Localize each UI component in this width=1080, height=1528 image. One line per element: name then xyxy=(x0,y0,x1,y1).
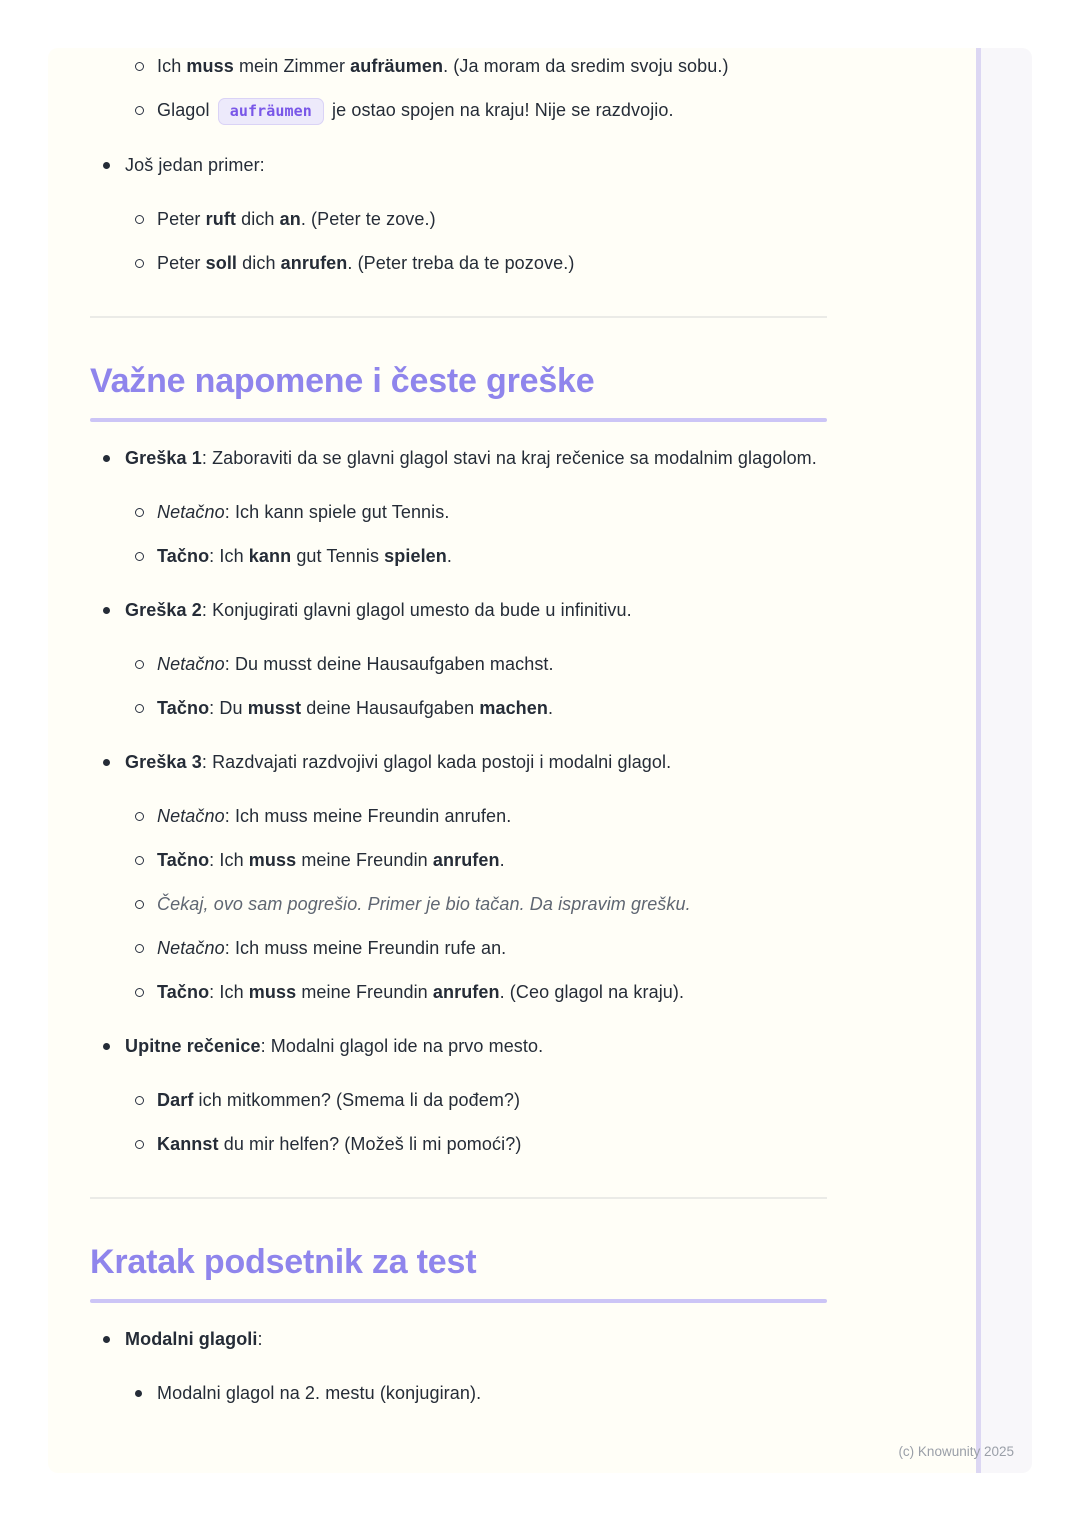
bullet-marker-icon xyxy=(135,812,144,821)
bullet-marker-icon xyxy=(135,1390,142,1397)
text-segment: Modalni glagol na 2. mestu (konjugiran). xyxy=(157,1383,482,1403)
bullet-marker-icon xyxy=(135,704,144,713)
list-item xyxy=(90,844,827,877)
text-segment: mein Zimmer xyxy=(233,56,351,76)
text-segment: du mir helfen? (Možeš li mi pomoći?) xyxy=(218,1134,522,1154)
text-segment: . xyxy=(499,850,505,870)
text-segment: anrufen xyxy=(432,982,500,1002)
text-segment: . xyxy=(446,546,452,566)
text-segment: Tačno xyxy=(157,982,210,1002)
text-segment: gut Tennis xyxy=(291,546,385,566)
list-item xyxy=(90,594,827,627)
text-segment: an xyxy=(279,209,301,229)
text-segment: muss xyxy=(248,850,297,870)
text-segment: : Razdvajati razdvojivi glagol kada postoji i modalni glagol. xyxy=(201,752,672,772)
text-segment: aufräumen xyxy=(350,56,444,76)
divider xyxy=(90,316,827,318)
bullet-marker-icon xyxy=(103,607,110,614)
list-item xyxy=(90,692,827,725)
text-segment: Greška 2 xyxy=(125,600,202,620)
text-segment: anrufen xyxy=(432,850,500,870)
text-segment: : Modalni glagol ide na prvo mesto. xyxy=(260,1036,544,1056)
text-segment: : Du xyxy=(209,698,248,718)
text-segment: Upitne rečenice xyxy=(125,1036,261,1056)
bullet-marker-icon xyxy=(135,552,144,561)
text-segment: : Ich xyxy=(209,850,249,870)
text-segment: : Du musst deine Hausaufgaben machst. xyxy=(224,654,554,674)
text-segment: Netačno xyxy=(157,654,225,674)
text-segment: Čekaj, ovo sam pogrešio. Primer je bio tačan. Da ispravim grešku. xyxy=(157,894,691,914)
text-segment: Peter xyxy=(157,253,206,273)
list-item xyxy=(90,648,827,681)
text-segment: : Zaboraviti da se glavni glagol stavi na kraj rečenice sa modalnim glagolom. xyxy=(201,448,817,468)
text-segment: Kannst xyxy=(157,1134,219,1154)
bullet-marker-icon xyxy=(135,1140,144,1149)
scrollbar-track[interactable] xyxy=(981,48,1032,1473)
list-item xyxy=(90,50,827,83)
text-segment: Netačno xyxy=(157,938,225,958)
list-item xyxy=(90,540,827,573)
text-segment: : Ich kann spiele gut Tennis. xyxy=(224,502,450,522)
text-segment: meine Freundin xyxy=(296,850,433,870)
text-segment: Tačno xyxy=(157,850,210,870)
text-segment: : Ich xyxy=(209,982,249,1002)
text-segment: . (Ceo glagol na kraju). xyxy=(499,982,685,1002)
text-segment: je ostao spojen na kraju! Nije se razdvojio. xyxy=(326,100,674,120)
text-segment: : Konjugirati glavni glagol umesto da bude u infinitivu. xyxy=(201,600,632,620)
list-item xyxy=(90,1128,827,1161)
inline-code: aufräumen xyxy=(218,98,324,125)
bullet-marker-icon xyxy=(135,856,144,865)
list-item xyxy=(90,94,827,128)
text-segment: soll xyxy=(205,253,238,273)
bullet-marker-icon xyxy=(135,62,144,71)
text-segment: Darf xyxy=(157,1090,194,1110)
text-segment: kann xyxy=(248,546,292,566)
scrollbar-thumb[interactable] xyxy=(976,48,981,1473)
text-segment: : Ich xyxy=(209,546,249,566)
list-item xyxy=(90,888,827,921)
bullet-marker-icon xyxy=(135,944,144,953)
list-item xyxy=(90,496,827,529)
bullet-marker-icon xyxy=(135,259,144,268)
text-segment: Ich xyxy=(157,56,187,76)
list-item xyxy=(90,442,827,475)
section-heading: Važne napomene i česte greške xyxy=(90,362,595,400)
list-item xyxy=(90,203,827,236)
bullet-marker-icon xyxy=(135,660,144,669)
bullet-marker-icon xyxy=(103,455,110,462)
heading-underline xyxy=(90,1299,827,1303)
bullet-marker-icon xyxy=(135,900,144,909)
list-item xyxy=(90,149,827,182)
bullet-marker-icon xyxy=(103,1043,110,1050)
list-item xyxy=(90,746,827,779)
note-card xyxy=(48,48,1032,1473)
list-item xyxy=(90,800,827,833)
text-segment: muss xyxy=(186,56,234,76)
text-segment: dich xyxy=(236,209,280,229)
list-item xyxy=(90,247,827,280)
text-segment: Glagol xyxy=(157,100,215,120)
text-segment: . xyxy=(548,698,554,718)
text-segment: : xyxy=(257,1329,263,1349)
text-segment: . (Ja moram da sredim svoju sobu.) xyxy=(443,56,729,76)
text-segment: . (Peter te zove.) xyxy=(300,209,436,229)
text-segment: spielen xyxy=(384,546,447,566)
text-segment: Netačno xyxy=(157,806,225,826)
text-segment: ich mitkommen? (Smema li da pođem?) xyxy=(193,1090,521,1110)
text-segment: Još jedan primer: xyxy=(125,155,265,175)
text-segment: : Ich muss meine Freundin rufe an. xyxy=(224,938,507,958)
text-segment: : Ich muss meine Freundin anrufen. xyxy=(224,806,512,826)
bullet-marker-icon xyxy=(135,988,144,997)
text-segment: muss xyxy=(248,982,297,1002)
list-item xyxy=(90,1030,827,1063)
bullet-marker-icon xyxy=(135,508,144,517)
divider xyxy=(90,1197,827,1199)
bullet-marker-icon xyxy=(103,759,110,766)
list-item xyxy=(90,1084,827,1117)
copyright-text: (c) Knowunity 2025 xyxy=(898,1444,1014,1459)
text-segment: ruft xyxy=(205,209,237,229)
text-segment: Netačno xyxy=(157,502,225,522)
bullet-marker-icon xyxy=(135,215,144,224)
text-segment: Peter xyxy=(157,209,206,229)
text-segment: musst xyxy=(247,698,302,718)
text-segment: Greška 3 xyxy=(125,752,202,772)
text-segment: anrufen xyxy=(280,253,348,273)
text-segment: deine Hausaufgaben xyxy=(301,698,480,718)
bullet-marker-icon xyxy=(135,1096,144,1105)
content xyxy=(90,50,827,1410)
text-segment: meine Freundin xyxy=(296,982,433,1002)
text-segment: Modalni glagoli xyxy=(125,1329,258,1349)
list-item xyxy=(90,1323,827,1356)
text-segment: Tačno xyxy=(157,698,210,718)
heading-underline xyxy=(90,418,827,422)
section-heading: Kratak podsetnik za test xyxy=(90,1243,477,1281)
text-segment: Tačno xyxy=(157,546,210,566)
list-item xyxy=(90,932,827,965)
text-segment: . (Peter treba da te pozove.) xyxy=(347,253,575,273)
list-item xyxy=(90,1377,827,1410)
text-segment: Greška 1 xyxy=(125,448,202,468)
bullet-marker-icon xyxy=(135,106,144,115)
bullet-marker-icon xyxy=(103,162,110,169)
bullet-marker-icon xyxy=(103,1336,110,1343)
text-segment: machen xyxy=(479,698,548,718)
text-segment: dich xyxy=(237,253,281,273)
list-item xyxy=(90,976,827,1009)
